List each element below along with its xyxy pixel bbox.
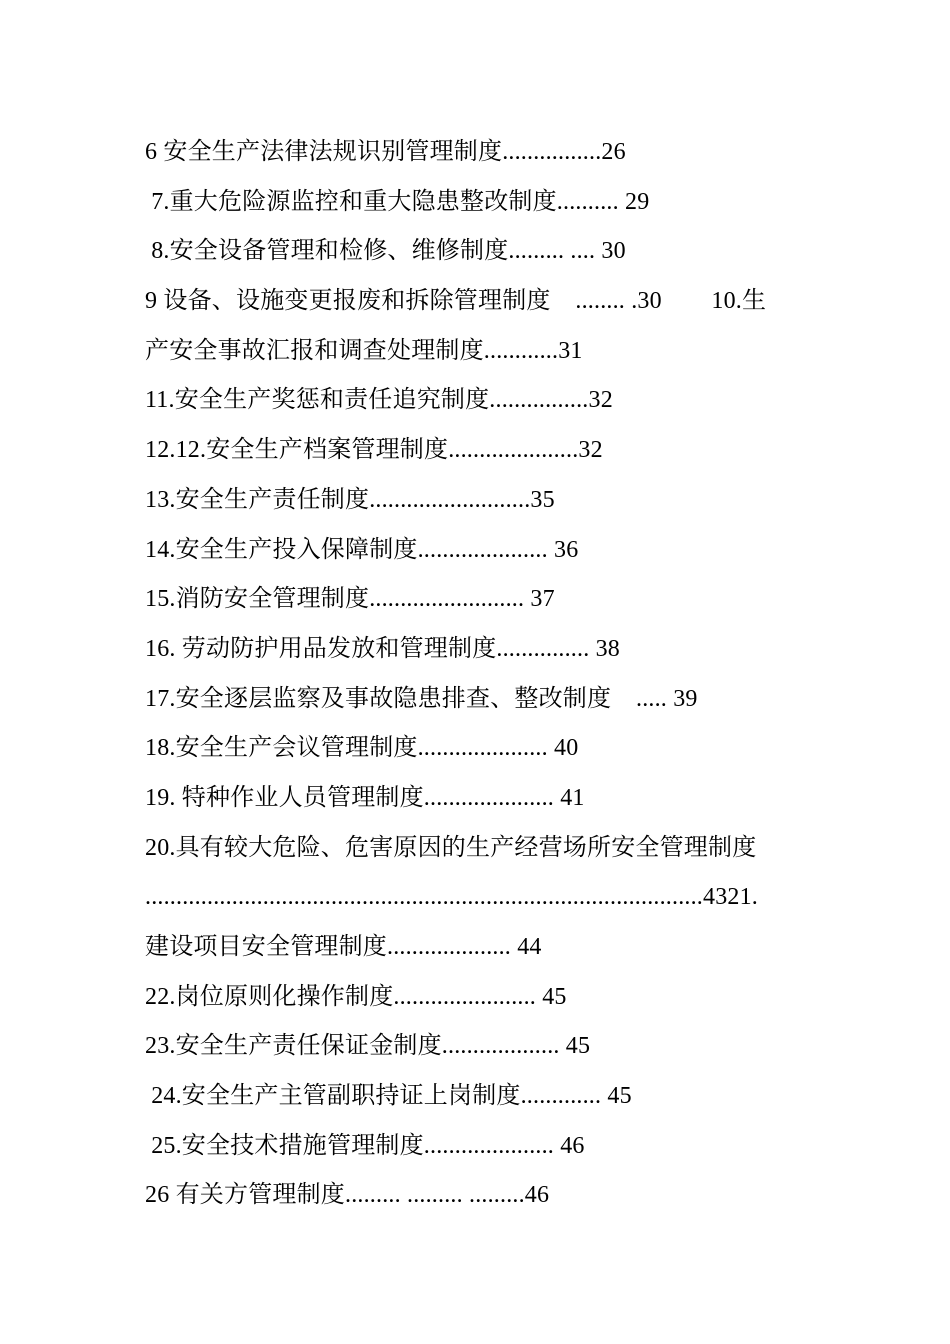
toc-entry: 18.安全生产会议管理制度..................... 40 (145, 735, 579, 762)
toc-entry: 20.具有较大危险、危害原因的生产经营场所安全管理制度 (145, 834, 757, 861)
toc-entry: 14.安全生产投入保障制度..................... 36 (145, 536, 579, 563)
toc-entry: 11.安全生产奖惩和责任追究制度................32 (145, 387, 613, 414)
table-of-contents (145, 128, 825, 1221)
toc-entry: 13.安全生产责任制度..........................35 (145, 486, 555, 513)
toc-entry: 15.消防安全管理制度......................... 37 (145, 586, 555, 613)
toc-entry: 17.安全逐层监察及事故隐患排查、整改制度 ..... 39 (145, 685, 698, 712)
toc-entry: 26 有关方管理制度......... ......... .........46 (145, 1182, 550, 1209)
toc-entry: 25.安全技术措施管理制度..................... 46 (145, 1132, 585, 1159)
toc-entry: 16. 劳动防护用品发放和管理制度............... 38 (145, 635, 620, 662)
toc-entry: 8.安全设备管理和检修、维修制度......... .... 30 (145, 238, 626, 265)
toc-entry: 6 安全生产法律法规识别管理制度................26 (145, 139, 626, 165)
toc-entry: 7.重大危险源监控和重大隐患整改制度.......... 29 (145, 188, 650, 215)
toc-entry: 22.岗位原则化操作制度....................... 45 (145, 983, 567, 1010)
toc-entry: 产安全事故汇报和调查处理制度............31 (145, 337, 583, 364)
toc-entry: 12.12.安全生产档案管理制度.....................32 (145, 437, 603, 464)
toc-entry: 19. 特种作业人员管理制度..................... 41 (145, 784, 585, 811)
toc-entry: ..........................................................................................4321. (145, 884, 758, 911)
toc-entry: 23.安全生产责任保证金制度................... 45 (145, 1033, 591, 1060)
toc-entry: 建设项目安全管理制度.................... 44 (145, 934, 542, 960)
toc-entry: 24.安全生产主管副职持证上岗制度............. 45 (145, 1083, 632, 1110)
toc-entry: 9 设备、设施变更报废和拆除管理制度 ........ .30 10.生 (145, 288, 767, 315)
